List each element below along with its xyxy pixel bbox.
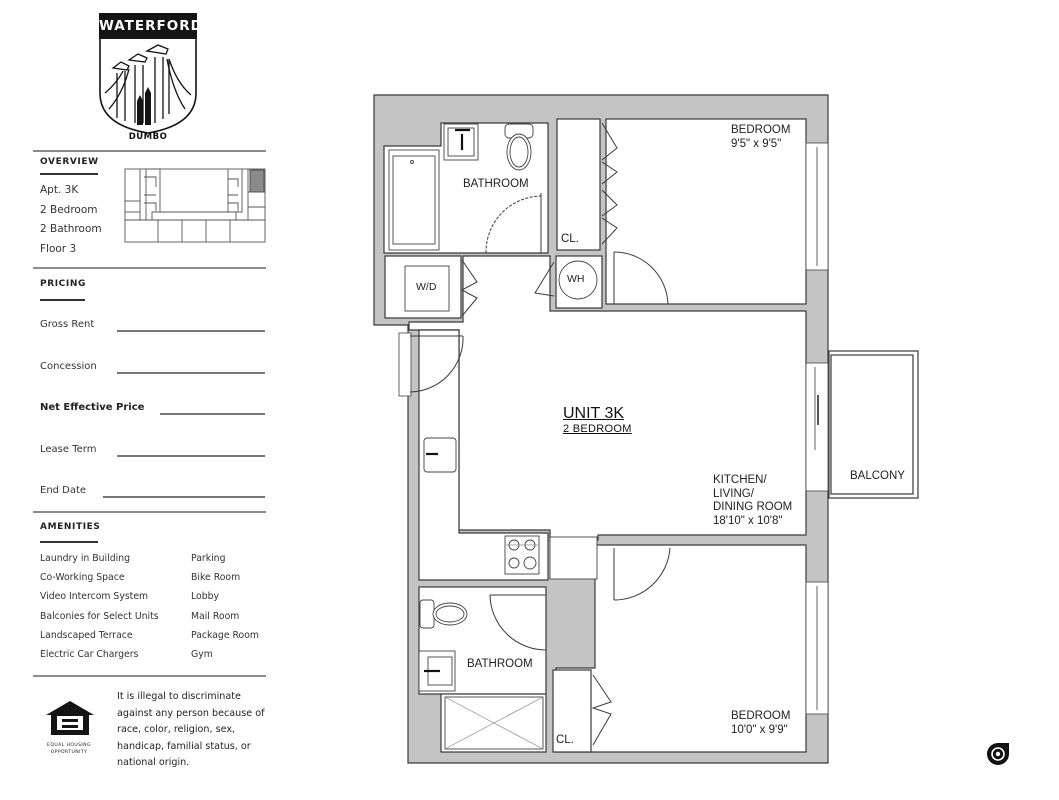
amenity-item: Electric Car Chargers <box>40 649 139 660</box>
room-name: BEDROOM <box>731 710 791 722</box>
bedroom-2-label <box>731 710 790 737</box>
washer-dryer-label: W/D <box>416 281 437 293</box>
amenity-item: Balconies for Select Units <box>40 611 159 622</box>
end-date-label: End Date <box>40 485 87 496</box>
balcony-label: BALCONY <box>850 470 905 482</box>
room-dims: 10'0" x 9'9" <box>731 723 788 736</box>
bedroom-count: 2 Bedroom <box>40 204 98 216</box>
room-name-line: DINING ROOM <box>713 501 793 513</box>
amenity-item: Laundry in Building <box>40 553 130 564</box>
amenity-item: Co-Working Space <box>40 572 125 583</box>
living-room-label <box>713 474 792 528</box>
fair-housing-statement: It is illegal to discriminate against any person because of race, color, religion, sex, handicap, familial status, or national origin. <box>117 691 265 768</box>
unit-subtitle: 2 BEDROOM <box>563 423 632 435</box>
overview-title: OVERVIEW <box>40 157 99 167</box>
amenities-title: AMENITIES <box>40 522 101 532</box>
brand-mark-icon <box>986 742 1010 766</box>
amenity-item: Gym <box>191 649 213 660</box>
bathroom-count: 2 Bathroom <box>40 223 102 235</box>
brand-name: WATERFORD <box>99 13 197 39</box>
brand-neighborhood: DUMBO <box>128 132 168 142</box>
closet-2-label: CL. <box>556 734 574 746</box>
closet-1-label: CL. <box>561 233 579 245</box>
gross-rent-label: Gross Rent <box>40 319 95 330</box>
bathroom-1-label: BATHROOM <box>463 178 529 190</box>
water-heater-label: WH <box>567 273 585 285</box>
net-effective-price-label: Net Effective Price <box>40 402 145 413</box>
amenity-item: Mail Room <box>191 611 240 622</box>
caption-line: EQUAL HOUSING <box>47 743 91 748</box>
floor-number: Floor 3 <box>40 243 77 255</box>
apartment-number: Apt. 3K <box>40 184 79 196</box>
room-name-line: KITCHEN/ <box>713 474 767 486</box>
unit-title: UNIT 3K <box>563 405 625 422</box>
bedroom-1-label <box>731 124 790 151</box>
amenity-item: Bike Room <box>191 572 241 583</box>
amenity-item: Parking <box>191 553 226 564</box>
pricing-title: PRICING <box>40 279 86 289</box>
amenity-item: Package Room <box>191 630 259 641</box>
amenity-item: Video Intercom System <box>40 591 149 602</box>
amenity-item: Landscaped Terrace <box>40 630 133 641</box>
room-name: BEDROOM <box>731 124 791 136</box>
amenity-item: Lobby <box>191 591 220 602</box>
bathroom-2-label: BATHROOM <box>467 658 533 670</box>
caption-line: OPPORTUNITY <box>50 750 88 755</box>
concession-label: Concession <box>40 361 97 372</box>
room-dims: 18'10" x 10'8" <box>713 514 783 527</box>
room-name-line: LIVING/ <box>713 487 754 500</box>
room-dims: 9'5" x 9'5" <box>731 137 782 150</box>
lease-term-label: Lease Term <box>40 444 97 455</box>
